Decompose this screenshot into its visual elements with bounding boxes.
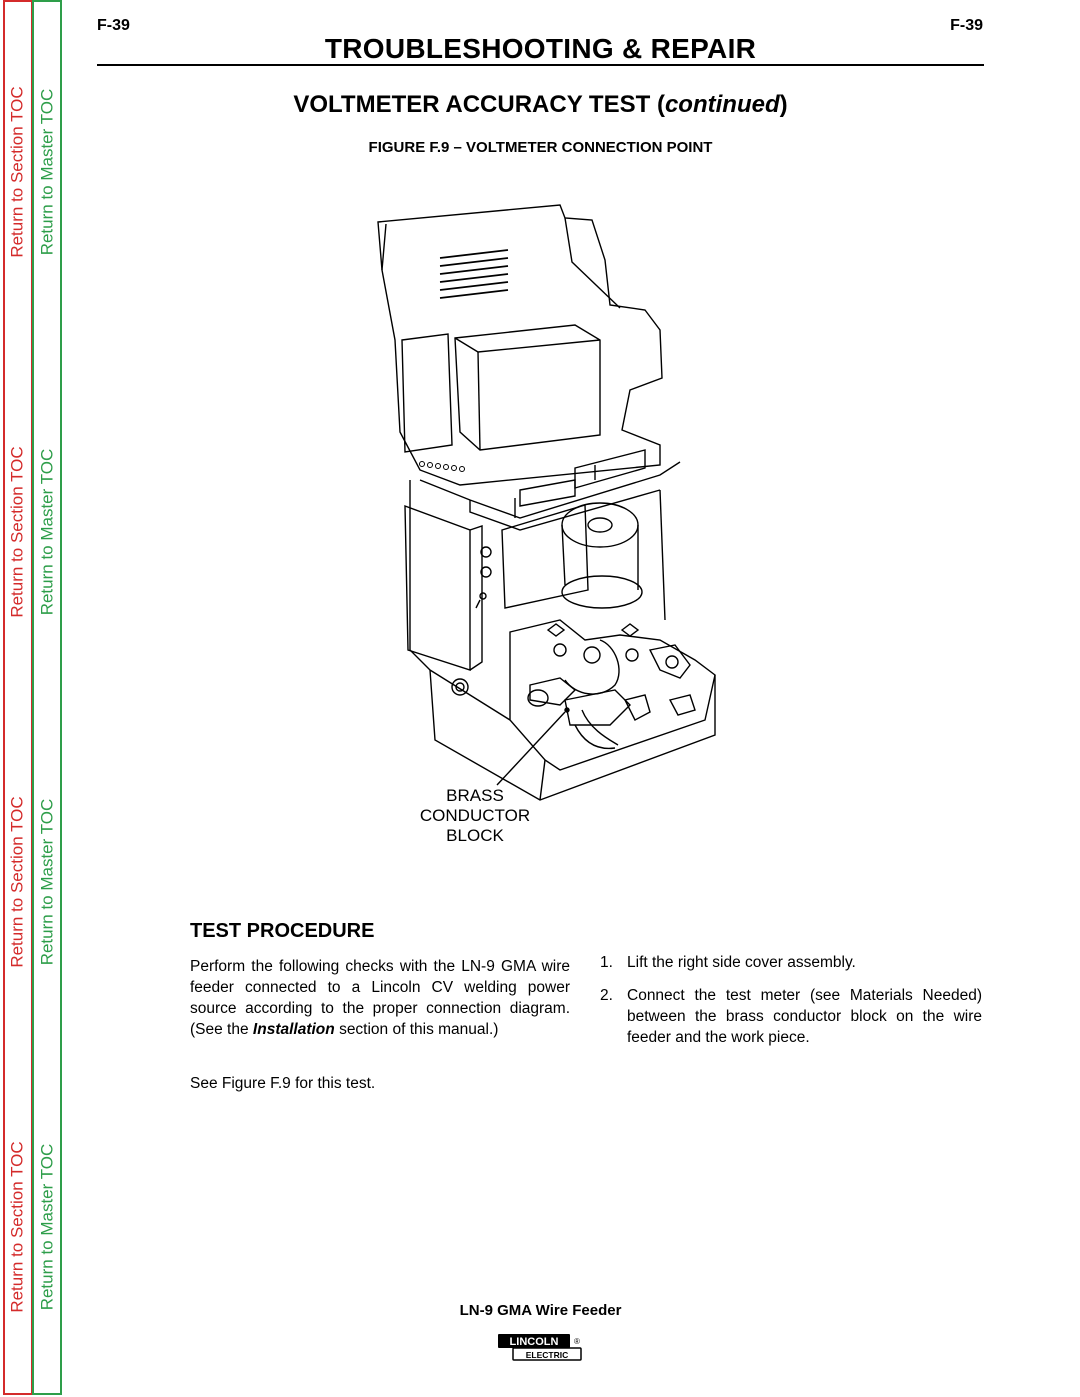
see-figure-note: See Figure F.9 for this test. — [190, 1075, 376, 1092]
toc-link-label: Return to Master TOC — [37, 88, 57, 256]
test-procedure-heading: TEST PROCEDURE — [190, 920, 375, 942]
return-to-section-toc-link[interactable] — [5, 412, 31, 652]
return-to-master-toc-link[interactable] — [34, 1107, 60, 1347]
subtitle-text: VOLTMETER ACCURACY TEST — [293, 91, 651, 118]
brass-conductor-block-callout — [400, 786, 550, 846]
procedure-steps — [600, 952, 982, 1060]
return-to-section-toc-link[interactable] — [5, 1107, 31, 1347]
return-to-master-toc-link[interactable] — [34, 762, 60, 1002]
toc-link-label: Return to Master TOC — [37, 1143, 57, 1311]
callout-line: BRASS — [446, 786, 504, 805]
step-text: Connect the test meter (see Materials Needed) between the brass conductor block on the wire feeder and the work piece. — [627, 987, 982, 1046]
toc-link-label: Return to Master TOC — [37, 448, 57, 616]
header-rule — [97, 64, 984, 66]
intro-text: section of this manual.) — [339, 1021, 499, 1038]
logo-bottom-text: ELECTRIC — [525, 1350, 569, 1360]
procedure-step — [600, 952, 982, 973]
page-number-right: F-39 — [950, 17, 983, 34]
intro-text: Perform the following checks with the LN-9 GMA wire feeder connected to a Lincoln CV welding power source according to the proper connection diagram. (See the — [190, 958, 570, 1038]
toc-link-label: Return to Master TOC — [37, 798, 57, 966]
page-number-left: F-39 — [97, 17, 130, 34]
subtitle-continued: continued — [664, 91, 780, 118]
return-to-section-toc-link[interactable] — [5, 52, 31, 292]
procedure-step — [600, 985, 982, 1048]
section-subtitle: VOLTMETER ACCURACY TEST (continued) — [293, 91, 788, 118]
return-to-master-toc-link[interactable] — [34, 52, 60, 292]
section-toc-column — [3, 0, 33, 1395]
step-number: 2. — [600, 987, 613, 1004]
figure-caption: FIGURE F.9 – VOLTMETER CONNECTION POINT — [368, 139, 713, 156]
return-to-section-toc-link[interactable] — [5, 762, 31, 1002]
callout-line: CONDUCTOR — [419, 806, 531, 825]
logo-top-text: LINCOLN — [509, 1336, 559, 1348]
installation-reference: Installation — [252, 1021, 335, 1038]
logo-registered-mark: ® — [574, 1337, 580, 1346]
master-toc-column — [32, 0, 62, 1395]
toc-link-label: Return to Section TOC — [8, 446, 28, 618]
procedure-intro — [190, 956, 570, 1040]
callout-line: BLOCK — [446, 826, 504, 845]
page-title: TROUBLESHOOTING & REPAIR — [324, 33, 757, 64]
toc-link-label: Return to Section TOC — [8, 86, 28, 258]
footer-model-name: LN-9 GMA Wire Feeder — [459, 1302, 622, 1319]
toc-link-label: Return to Section TOC — [8, 796, 28, 968]
lincoln-electric-logo — [497, 1333, 583, 1363]
return-to-master-toc-link[interactable] — [34, 412, 60, 652]
step-number: 1. — [600, 954, 613, 971]
wire-feeder-illustration — [360, 200, 740, 820]
toc-link-label: Return to Section TOC — [8, 1141, 28, 1313]
step-text: Lift the right side cover assembly. — [627, 954, 856, 971]
